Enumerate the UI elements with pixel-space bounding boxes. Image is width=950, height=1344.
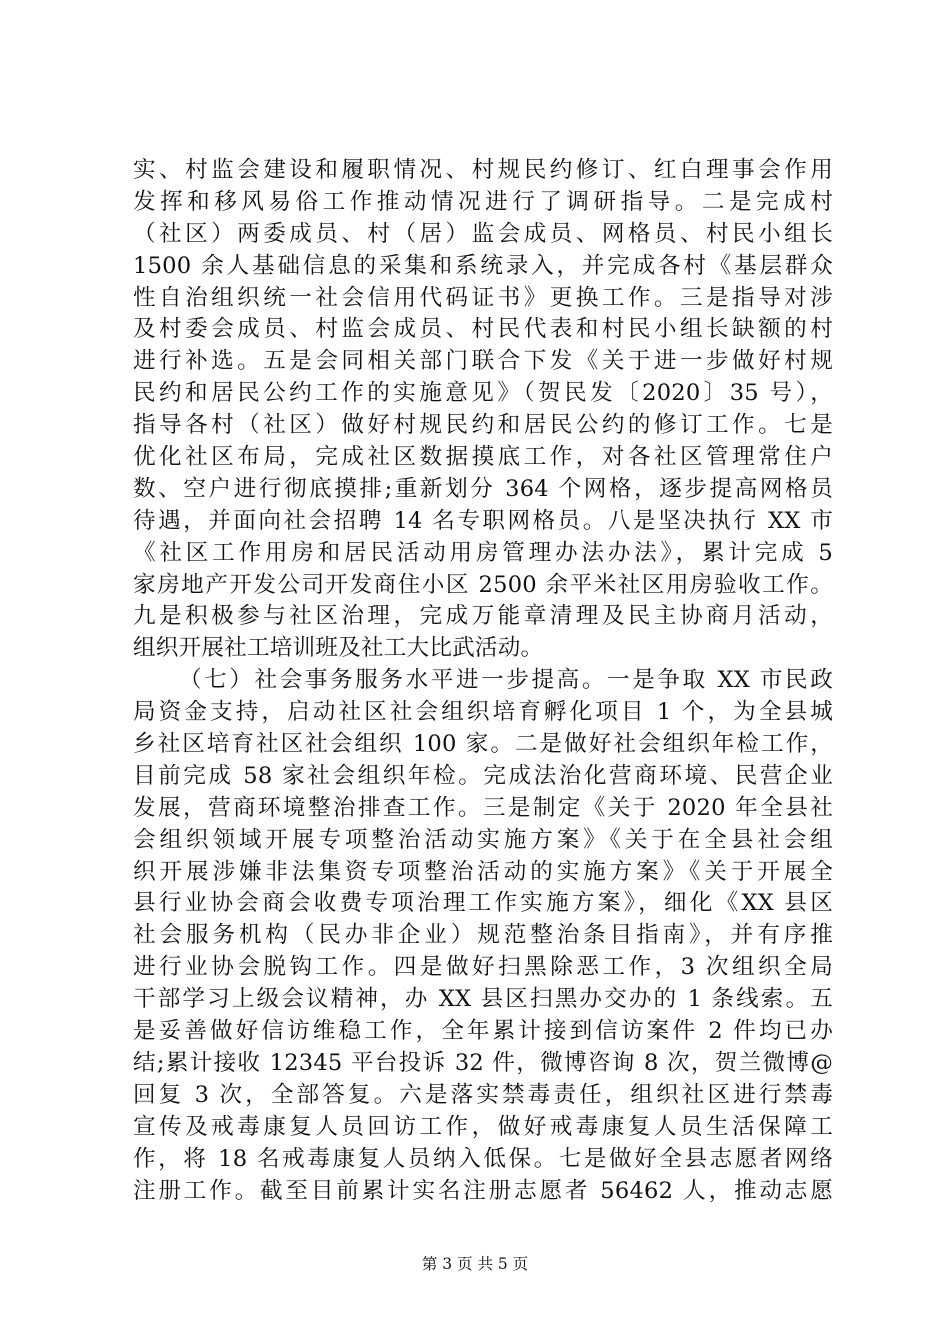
text-line: 织开展涉嫌非法集资专项整治活动的实施方案》《关于开展全	[133, 858, 833, 885]
text-line: 性自治组织统一社会信用代码证书》更换工作。三是指导对涉	[133, 284, 833, 311]
text-line: 待遇，并面向社会招聘 14 名专职网格员。八是坚决执行 XX 市	[133, 507, 833, 534]
text-line: （社区）两委成员、村（居）监会成员、网格员、村民小组长	[133, 220, 833, 247]
text-line: 数、空户进行彻底摸排;重新划分 364 个网格，逐步提高网格员	[133, 475, 833, 502]
text-line: 县行业协会商会收费专项治理工作实施方案》，细化《XX 县区	[133, 890, 833, 917]
page-number-footer: 第 3 页 共 5 页	[421, 1255, 529, 1273]
text-line: 及村委会成员、村监会成员、村民代表和村民小组长缺额的村	[133, 316, 833, 343]
text-line: 社会服务机构（民办非企业）规范整治条目指南》，并有序推	[133, 922, 833, 949]
text-line: 乡社区培育社区社会组织 100 家。二是做好社会组织年检工作，	[133, 731, 833, 758]
text-line: 实、村监会建设和履职情况、村规民约修订、红白理事会作用	[133, 157, 833, 183]
text-line: 1500 余人基础信息的采集和系统录入，并完成各村《基层群众	[133, 252, 833, 279]
text-line: 《社区工作用房和居民活动用房管理办法办法》，累计完成 5	[133, 539, 833, 566]
text-line: 发挥和移风易俗工作推动情况进行了调研指导。二是完成村	[133, 188, 833, 215]
text-line: 组织开展社工培训班及社工大比武活动。	[133, 635, 544, 662]
text-line: 回复 3 次，全部答复。六是落实禁毒责任，组织社区进行禁毒	[133, 1081, 833, 1108]
text-line: 干部学习上级会议精神，办 XX 县区扫黑办交办的 1 条线索。五	[133, 986, 833, 1013]
section-heading-line: （七）社会事务服务水平进一步提高。一是争取 XX 市民政	[179, 667, 833, 694]
text-line: 局资金支持，启动社区社会组织培育孵化项目 1 个，为全县城	[133, 699, 833, 726]
body-text	[133, 155, 833, 1207]
text-line: 优化社区布局，完成社区数据摸底工作，对各社区管理常住户	[133, 444, 833, 471]
text-line: 家房地产开发公司开发商住小区 2500 余平米社区用房验收工作。	[133, 571, 833, 598]
text-line: 宣传及戒毒康复人员回访工作，做好戒毒康复人员生活保障工	[133, 1113, 833, 1140]
text-line: 目前完成 58 家社会组织年检。完成法治化营商环境、民营企业	[133, 762, 833, 789]
text-line: 是妥善做好信访维稳工作，全年累计接到信访案件 2 件均已办	[133, 1018, 833, 1045]
text-line: 指导各村（社区）做好村规民约和居民公约的修订工作。七是	[133, 412, 833, 439]
text-line: 作，将 18 名戒毒康复人员纳入低保。七是做好全县志愿者网络	[133, 1145, 833, 1172]
text-line: 结;累计接收 12345 平台投诉 32 件，微博咨询 8 次，贺兰微博@	[133, 1049, 833, 1076]
text-line: 进行业协会脱钩工作。四是做好扫黑除恶工作，3 次组织全局	[133, 954, 833, 981]
text-line: 九是积极参与社区治理，完成万能章清理及民主协商月活动，	[133, 603, 833, 630]
text-line: 注册工作。截至目前累计实名注册志愿者 56462 人，推动志愿	[133, 1177, 833, 1204]
text-line: 会组织领域开展专项整治活动实施方案》《关于在全县社会组	[133, 826, 833, 853]
text-line: 民约和居民公约工作的实施意见》（贺民发〔2020〕35 号），	[133, 380, 833, 407]
text-line: 发展，营商环境整治排查工作。三是制定《关于 2020 年全县社	[133, 794, 833, 821]
text-line: 进行补选。五是会同相关部门联合下发《关于进一步做好村规	[133, 348, 833, 375]
